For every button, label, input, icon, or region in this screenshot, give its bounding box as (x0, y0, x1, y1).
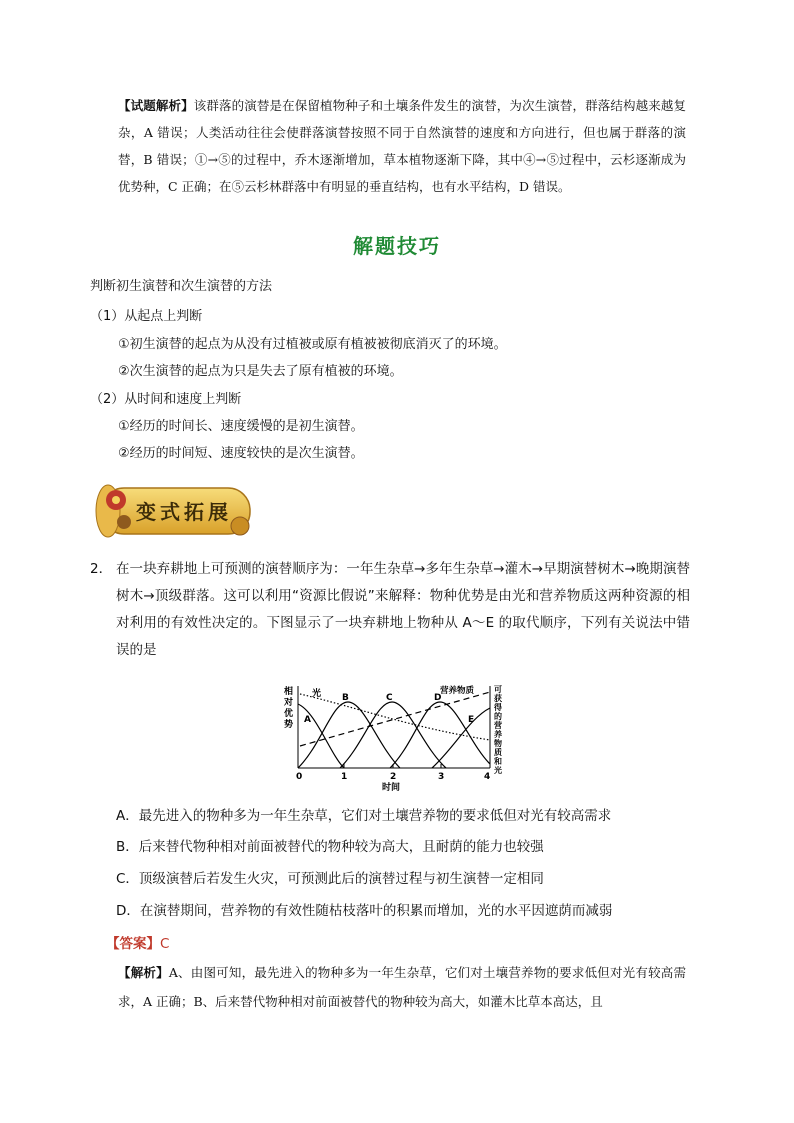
y-label-4: 势 (284, 720, 294, 730)
flower-small-icon (117, 515, 131, 529)
right-label-7: 物 (494, 739, 502, 748)
right-label-2: 获 (494, 694, 502, 703)
tips-point-1a: ①初生演替的起点为从没有过植被或原有植被被彻底消灭了的环境。 (118, 337, 507, 352)
analysis-paragraph (118, 92, 686, 200)
explanation-paragraph (118, 958, 686, 1016)
y-label-3: 优 (284, 709, 294, 719)
tips-point-1: （1）从起点上判断 (90, 309, 203, 324)
x-tick-2: 2 (390, 772, 397, 782)
tips-heading: 判断初生演替和次生演替的方法 (90, 279, 273, 294)
x-tick-4: 4 (484, 772, 491, 782)
right-label-1: 可 (494, 685, 502, 694)
light-curve (300, 694, 490, 740)
right-label-6: 养 (494, 730, 502, 739)
tips-point-2b: ②经历的时间短、速度较快的是次生演替。 (118, 446, 364, 461)
banner-text: 变式拓展 (136, 500, 232, 524)
curve-d (390, 702, 490, 768)
answer-value: C (160, 936, 170, 952)
right-label-8: 质 (494, 748, 502, 757)
x-tick-3: 3 (438, 772, 445, 782)
option-d: D．在演替期间，营养物的有效性随枯枝落叶的积累而增加，光的水平因遮荫而减弱 (116, 903, 613, 919)
answer-label: 【答案】 (106, 936, 160, 952)
right-label-3: 得 (494, 703, 502, 712)
variant-banner (94, 482, 254, 540)
tips-point-2a: ①经历的时间长、速度缓慢的是初生演替。 (118, 419, 364, 434)
question-number: 2． (90, 561, 113, 577)
y-label-2: 对 (284, 698, 294, 708)
tips-point-1b: ②次生演替的起点为只是失去了原有植被的环境。 (118, 364, 403, 379)
curve-label-e: E (468, 715, 475, 725)
explanation-tag: 【解析】 (118, 965, 169, 980)
x-tick-0: 0 (296, 772, 303, 782)
light-label: 光 (312, 689, 322, 699)
nutrient-label: 营养物质 (440, 686, 475, 696)
right-label-4: 的 (494, 712, 502, 721)
question-text: 在一块弃耕地上可预测的演替顺序为：一年生杂草→多年生杂草→灌木→早期演替树木→晚期演替树木→顶级群落。这可以利用“资源比假说”来解释：物种优势是由光和营养物质这两种资源的相对利用的有效性决定的。下图显示了一块弃耕地上物种从 A～E 的取代顺序，下列有关说法中错误的是 (116, 561, 690, 658)
curve-label-d: D (434, 693, 442, 703)
y-label-1: 相 (284, 687, 294, 697)
answer-line (106, 932, 169, 952)
option-b: B．后来替代物种相对前面被替代的物种较为高大，且耐荫的能力也较强 (116, 839, 544, 855)
tips-point-2: （2）从时间和速度上判断 (90, 392, 242, 407)
succession-figure (282, 684, 504, 794)
curve-label-b: B (342, 693, 349, 703)
right-label-10: 光 (494, 766, 502, 775)
curve-label-a: A (304, 715, 311, 725)
curve-label-c: C (386, 693, 393, 703)
flower-center-icon (112, 496, 120, 504)
x-axis-label: 时间 (382, 783, 401, 793)
right-label-5: 营 (494, 721, 502, 730)
banner-roll-right (231, 517, 249, 535)
section-title: 解题技巧 (353, 234, 441, 258)
right-label-9: 和 (494, 757, 502, 766)
explanation-text: A、由图可知，最先进入的物种多为一年生杂草，它们对土壤营养物的要求低但对光有较高需求，A 正确；B、后来替代物种相对前面被替代的物种较为高大，如灌木比草本高达，且 (118, 965, 686, 1009)
curve-e (432, 708, 490, 768)
analysis-tag: 【试题解析】 (118, 98, 194, 113)
x-tick-1: 1 (341, 772, 348, 782)
question-block (90, 556, 690, 664)
analysis-text: 该群落的演替是在保留植物种子和土壤条件发生的演替，为次生演替，群落结构越来越复杂，A 错误；人类活动往往会使群落演替按照不同于自然演替的速度和方向进行，但也属于群落的演替，B 错误；①→⑤的过程中，乔木逐渐增加，草本植物逐渐下降，其中④→⑤过程中，云杉逐渐成为优势种，C 正确；在⑤云杉林群落中有明显的垂直结构，也有水平结构，D 错误。 (118, 98, 686, 194)
option-a: A．最先进入的物种多为一年生杂草，它们对土壤营养物的要求低但对光有较高需求 (116, 808, 612, 824)
curve-c (340, 702, 446, 768)
option-c: C．顶级演替后若发生火灾，可预测此后的演替过程与初生演替一定相同 (116, 871, 544, 887)
